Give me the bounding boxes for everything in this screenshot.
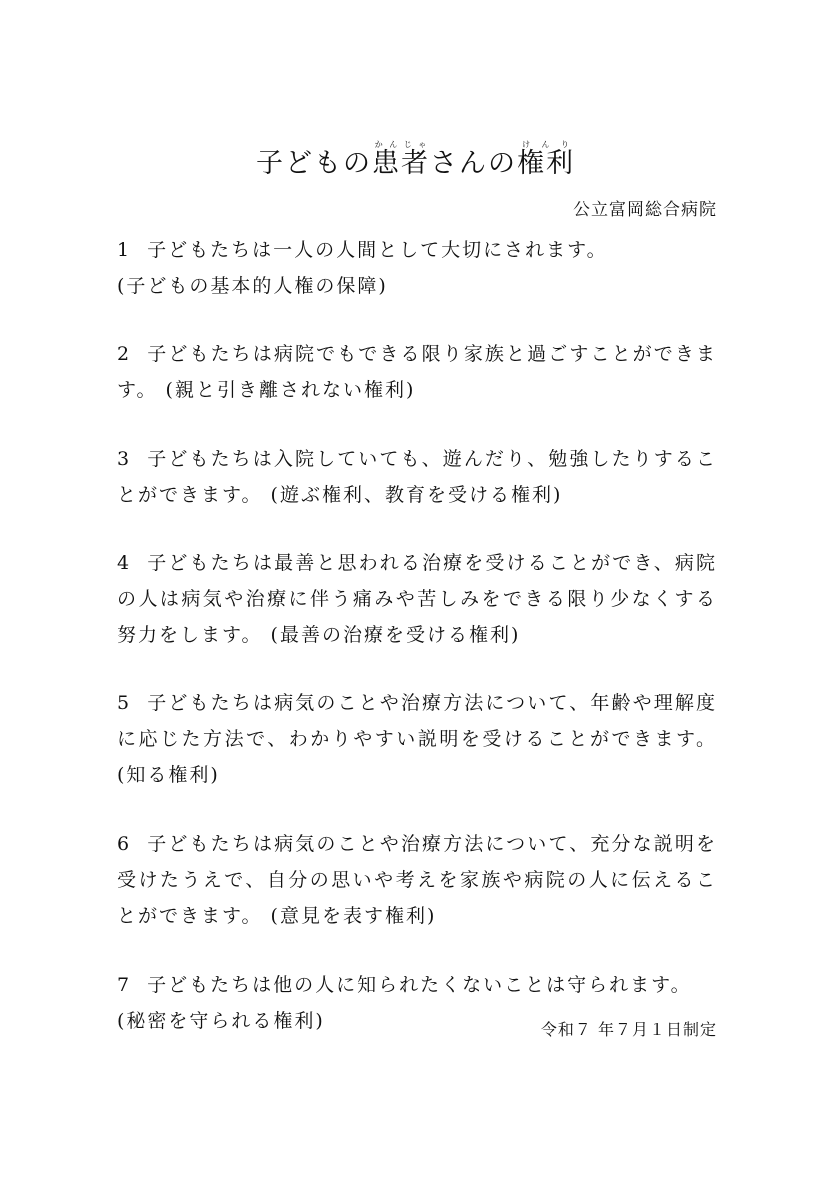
item-number: 2 <box>117 343 132 365</box>
item-note: (遊ぶ権利、教育を受ける権利) <box>270 484 563 506</box>
item-note: (秘密を守られる権利) <box>117 1010 325 1032</box>
item-number: 3 <box>117 448 132 470</box>
item-text: 子どもたちは入院していても、遊んだり、勉強したりすることができます。 <box>117 448 717 506</box>
item-note: (子どもの基本的人権の保障) <box>117 275 388 297</box>
title-part-1: 子どもの <box>256 148 372 179</box>
title-ruby-kenri: 権利けんり <box>517 140 575 179</box>
item-text: 子どもたちは最善と思われる治療を受けることができ、病院の人は病気や治療に伴う痛みや苦しみをできる限り少なくする努力をします。 <box>117 552 717 646</box>
right-item-4 <box>117 545 717 653</box>
title-part-2: さんの <box>430 148 517 179</box>
item-text: 子どもたちは他の人に知られたくないことは守られます。 <box>147 974 692 996</box>
item-note: (意見を表す権利) <box>270 905 437 927</box>
right-item-6 <box>117 826 717 934</box>
item-note: (親と引き離されない権利) <box>165 379 416 401</box>
right-item-5 <box>117 685 717 793</box>
item-number: 1 <box>117 239 132 261</box>
item-number: 4 <box>117 552 132 574</box>
enactment-date: 令和７ 年７月１日制定 <box>540 1020 717 1039</box>
item-note: (知る権利) <box>117 764 220 786</box>
right-item-3 <box>117 441 717 513</box>
item-number: 7 <box>117 974 132 996</box>
right-item-1 <box>117 232 717 304</box>
item-text: 子どもたちは病気のことや治療方法について、充分な説明を受けたうえで、自分の思いや考えを家族や病院の人に伝えることができます。 <box>117 833 717 927</box>
right-item-2 <box>117 336 717 408</box>
page-title <box>0 128 831 200</box>
item-number: 5 <box>117 692 132 714</box>
title-ruby-kanja: 患者かんじゃ <box>372 140 430 179</box>
item-text: 子どもたちは病院でもできる限り家族と過ごすことができます。 <box>117 343 717 401</box>
item-number: 6 <box>117 833 132 855</box>
rights-list <box>117 232 717 1039</box>
item-text: 子どもたちは一人の人間として大切にされます。 <box>147 239 608 261</box>
item-note: (最善の治療を受ける権利) <box>270 624 521 646</box>
item-text: 子どもたちは病気のことや治療方法について、年齢や理解度に応じた方法で、わかりやすい説明を受けることができます。 <box>117 692 717 750</box>
organization-name: 公立富岡総合病院 <box>573 200 717 220</box>
